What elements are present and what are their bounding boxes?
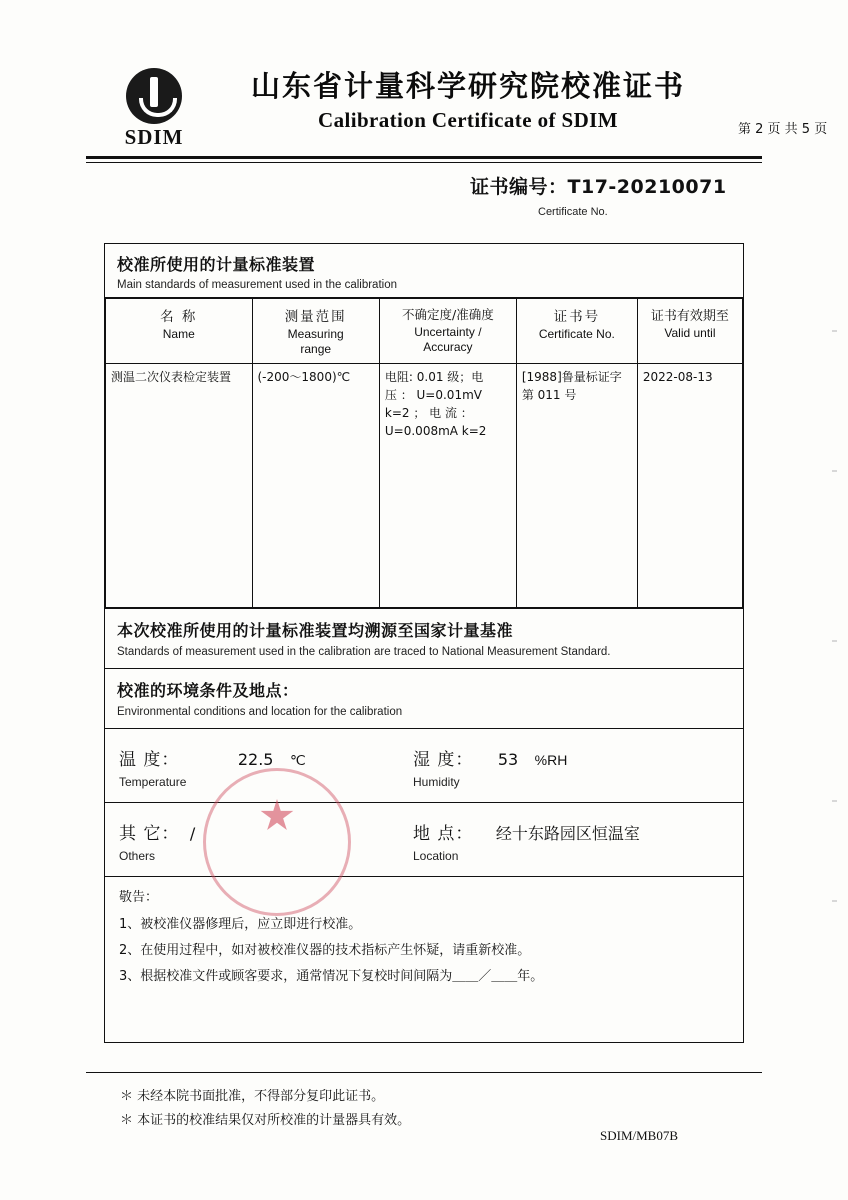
footer-form-code: SDIM/MB07B bbox=[600, 1128, 679, 1143]
environment-title-en: Environmental conditions and location for the calibration bbox=[117, 706, 403, 718]
sdim-logo-text: SDIM bbox=[124, 125, 184, 149]
field-humidity bbox=[413, 745, 567, 789]
cell-certificate-no bbox=[516, 364, 637, 608]
footer-divider bbox=[86, 1072, 762, 1073]
column-header-uncertainty-cn: 不确定度/准确度 bbox=[402, 307, 494, 322]
certificate-number-block bbox=[470, 172, 770, 218]
field-humidity-label-cn: 湿 度： bbox=[413, 750, 474, 770]
field-temperature-value: 22.5 bbox=[237, 750, 274, 769]
field-others-value: / bbox=[189, 824, 196, 843]
traced-title-cn: 本次校准所使用的计量标准装置均溯源至国家计量基准 bbox=[117, 621, 514, 640]
certificate-number-label: 证书编号： bbox=[470, 176, 568, 198]
table-header-row bbox=[106, 299, 743, 364]
column-header-certno-cn: 证书号 bbox=[553, 309, 601, 325]
uncertainty-line-4: U=0.008mA k=2 bbox=[384, 424, 487, 438]
field-humidity-value: 53 bbox=[497, 750, 519, 769]
environment-section-header bbox=[105, 669, 743, 729]
field-others bbox=[119, 819, 195, 863]
field-temperature-unit: ℃ bbox=[289, 752, 306, 768]
document-header bbox=[88, 62, 828, 154]
field-location-label-en: Location bbox=[413, 849, 459, 863]
table-row bbox=[106, 364, 743, 608]
field-location-label-cn: 地 点： bbox=[413, 824, 474, 844]
column-header-uncertainty bbox=[379, 299, 516, 364]
sdim-logo bbox=[108, 68, 200, 150]
uncertainty-line-2: 压 ： U=0.01mV bbox=[384, 388, 482, 402]
column-header-name-cn: 名 称 bbox=[160, 309, 198, 325]
column-header-range bbox=[252, 299, 379, 364]
column-header-name bbox=[106, 299, 253, 364]
field-humidity-label-en: Humidity bbox=[413, 775, 460, 789]
column-header-range-en: Measuring range bbox=[287, 327, 344, 356]
environment-title-cn: 校准的环境条件及地点： bbox=[117, 681, 299, 700]
uncertainty-line-1: 电阻: 0.01 级；电 bbox=[384, 370, 484, 384]
cell-valid-until: 2022-08-13 bbox=[637, 364, 742, 608]
column-header-certno bbox=[516, 299, 637, 364]
field-others-label-cn: 其 它： bbox=[119, 824, 180, 844]
column-header-uncertainty-en: Uncertainty / Accuracy bbox=[414, 325, 482, 354]
certificate-number-value: T17-20210071 bbox=[567, 176, 727, 198]
footer-note-1: ＊ 未经本院书面批准，不得部分复印此证书。 bbox=[120, 1089, 385, 1104]
column-header-name-en: Name bbox=[162, 327, 195, 341]
standards-title-cn: 校准所使用的计量标准装置 bbox=[117, 255, 316, 274]
notes-item-2: 2、在使用过程中，如对被校准仪器的技术指标产生怀疑，请重新校准。 bbox=[119, 943, 531, 958]
traced-title-en: Standards of measurement used in the calibration are traced to National Measurement Standard. bbox=[117, 646, 611, 658]
certificate-number-line bbox=[470, 172, 770, 199]
uncertainty-line-3: k=2 ； 电 流 ： bbox=[384, 406, 473, 420]
main-content-box bbox=[104, 243, 744, 1043]
field-humidity-unit: %RH bbox=[534, 752, 568, 768]
field-location-value: 经十东路园区恒温室 bbox=[495, 824, 640, 843]
column-header-valid bbox=[637, 299, 742, 364]
notes-item-1: 1、被校准仪器修理后，应立即进行校准。 bbox=[119, 917, 362, 932]
header-divider-thin bbox=[86, 162, 762, 163]
traced-section bbox=[105, 608, 743, 669]
standards-title-en: Main standards of measurement used in the calibration bbox=[117, 279, 397, 291]
standards-section-header bbox=[105, 244, 743, 298]
page-number: 第 2 页 共 5 页 bbox=[738, 122, 828, 137]
cell-uncertainty bbox=[379, 364, 516, 608]
header-divider-thick bbox=[86, 156, 762, 159]
column-header-certno-en: Certificate No. bbox=[538, 327, 615, 341]
notes-head: 敬告： bbox=[119, 890, 159, 905]
field-location bbox=[413, 819, 640, 863]
certificate-no-line-2: 第 011 号 bbox=[521, 388, 577, 402]
sdim-logo-mark-icon bbox=[126, 68, 182, 124]
environment-row-1 bbox=[105, 729, 743, 803]
footer-note-2: ＊ 本证书的校准结果仅对所校准的计量器具有效。 bbox=[120, 1113, 411, 1129]
environment-row-2 bbox=[105, 803, 743, 877]
column-header-valid-cn: 证书有效期至 bbox=[650, 309, 729, 324]
footer-notes bbox=[120, 1085, 740, 1133]
field-temperature bbox=[119, 745, 306, 789]
certificate-number-label-en: Certificate No. bbox=[538, 206, 608, 218]
column-header-valid-en: Valid until bbox=[664, 326, 716, 340]
cell-measuring-range: (-200～1800)℃ bbox=[252, 364, 379, 608]
standards-table bbox=[105, 298, 743, 608]
field-temperature-label-cn: 温 度： bbox=[119, 750, 180, 770]
notes-item-3: 3、根据校准文件或顾客要求，通常情况下复校时间间隔为＿＿／＿＿年。 bbox=[119, 969, 544, 984]
cell-standard-name: 测温二次仪表检定装置 bbox=[106, 364, 253, 608]
page-title-cn: 山东省计量科学研究院校准证书 bbox=[250, 69, 685, 103]
column-header-range-cn: 测量范围 bbox=[284, 309, 347, 325]
notes-section bbox=[105, 877, 743, 996]
field-temperature-label-en: Temperature bbox=[119, 775, 187, 789]
page-title-en: Calibration Certificate of SDIM bbox=[318, 108, 618, 132]
certificate-no-line-1: [1988]鲁量标证字 bbox=[521, 370, 622, 384]
field-others-label-en: Others bbox=[119, 849, 156, 863]
